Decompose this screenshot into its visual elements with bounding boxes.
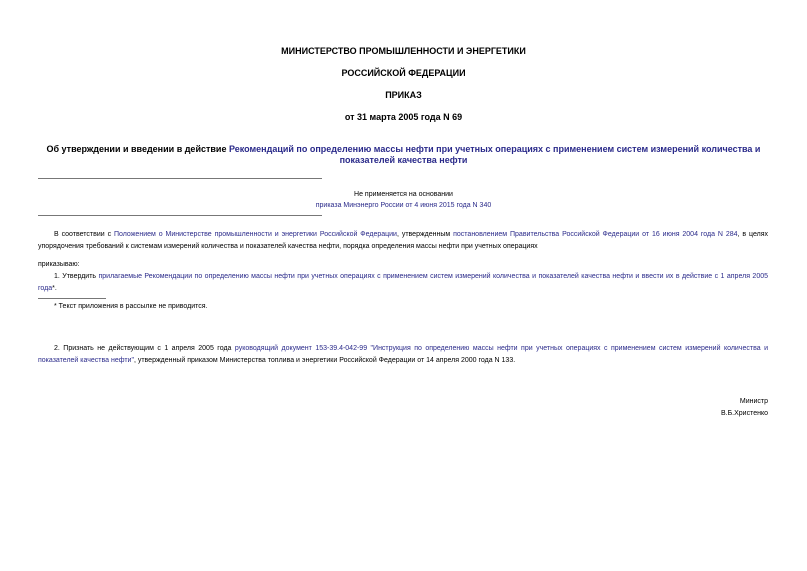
header-date: от 31 марта 2005 года N 69	[344, 112, 463, 122]
preamble-text-2: , утвержденным	[396, 231, 454, 238]
status-link[interactable]: приказа Минэнерго России от 4 июня 2015 года N 340	[315, 202, 492, 209]
item-2-text: 2. Признать не действующим с 1 апреля 2005 года	[54, 345, 235, 352]
title-prefix: Об утверждении и введении в действие	[46, 144, 229, 154]
signature-block	[721, 396, 768, 419]
title-link-line2[interactable]: показателей качества нефти	[339, 155, 468, 165]
status-notice: Не применяется на основании	[354, 191, 453, 198]
footnote: * Текст приложения в рассылке не приводится.	[54, 303, 208, 310]
document-title	[0, 144, 807, 166]
item-1-link[interactable]: прилагаемые Рекомендации по определению массы нефти при учетных операциях с применением систем измерений количества и показателей качества нефти и ввести их в действие с 1 апреля 2005 года	[38, 273, 768, 292]
item-2	[38, 343, 768, 366]
preamble-paragraph	[38, 229, 768, 252]
header-federation: РОССИЙСКОЙ ФЕДЕРАЦИИ	[341, 68, 466, 78]
header-ministry: МИНИСТЕРСТВО ПРОМЫШЛЕННОСТИ И ЭНЕРГЕТИКИ	[281, 46, 526, 56]
item-1-text: 1. Утвердить	[54, 273, 99, 280]
preamble-text-3: , в целях упорядочения требований к системам измерений количества и показателей качества нефти, порядка определения массы нефти при учетных операциях	[38, 231, 769, 250]
item-2-suffix: , утвержденный приказом Министерства топлива и энергетики Российской Федерации от 14 апреля 2000 года N 133.	[133, 356, 516, 364]
preamble-link-decree[interactable]: постановлением Правительства Российской Федерации от 16 июня 2004 года N 284	[453, 231, 738, 238]
header-order: ПРИКАЗ	[385, 90, 422, 100]
item-1-suffix: *.	[52, 284, 57, 292]
separator-bottom	[38, 215, 322, 216]
title-link-line1[interactable]: Рекомендаций по определению массы нефти при учетных операциях с применением систем измерений количества и	[228, 144, 761, 154]
preamble-link-regulation[interactable]: Положением о Министерстве промышленности и энергетики Российской Федерации	[114, 231, 397, 238]
order-word: приказываю:	[38, 261, 80, 268]
item-1	[38, 271, 768, 294]
footnote-rule	[38, 298, 106, 299]
preamble-text-1: В соответствии с	[54, 231, 114, 238]
separator-top	[38, 178, 322, 179]
item-2-link[interactable]: руководящий документ 153-39.4-042-99 "Инструкция по определению массы нефти при учетных операциях с применением систем измерений количества и показателей качества нефти"	[38, 345, 768, 364]
signature-position: Министр	[739, 398, 768, 405]
signature-name: В.Б.Христенко	[720, 409, 768, 417]
